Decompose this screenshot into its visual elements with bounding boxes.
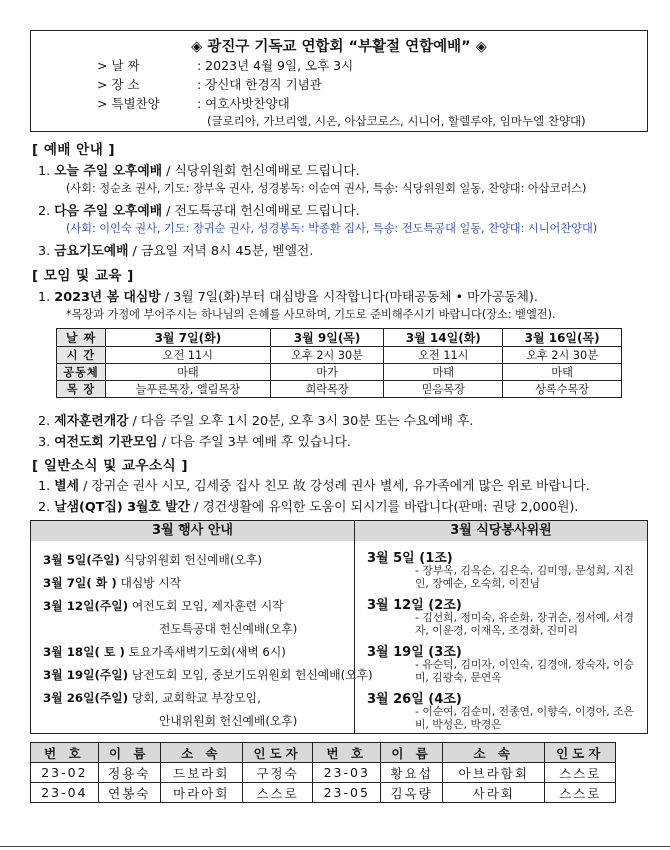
choir-value: : 여호사밧찬양대 (197, 96, 290, 111)
schedule-cell: 3월 14일(화) (384, 329, 503, 347)
schedule-row-groups (57, 381, 622, 398)
member-cell: 사라회 (443, 783, 545, 803)
duty-date: 3월 12일 (2조) (367, 598, 462, 613)
event-line: 3월 12일(주일) 여전도회 모임, 제자훈련 시작 (43, 599, 284, 613)
column-header: 인도자 (545, 743, 616, 763)
schedule-cell: 오후 2시 30분 (503, 347, 622, 364)
choir-label: > 특별찬양 (97, 96, 160, 111)
schedule-cell: 희락목장 (270, 381, 384, 398)
table-row (31, 783, 616, 803)
schedule-cell: 오후 2시 30분 (270, 347, 384, 364)
member-cell: 연봉숙 (98, 783, 160, 803)
schedule-row-label: 공동체 (57, 364, 106, 381)
schedule-row-dates (57, 329, 622, 347)
march-events-box (30, 520, 648, 734)
column-header: 번 호 (313, 743, 381, 763)
news-item-1: 1. 별세 / 장귀순 권사 시모, 김세중 집사 친모 故 강성례 권사 별세, 유가족에게 많은 위로 바랍니다. (38, 479, 590, 494)
column-header: 이 름 (98, 743, 160, 763)
member-cell: 드보라회 (160, 763, 242, 783)
place-label: > 장 소 (97, 77, 140, 92)
schedule-cell: 마태 (106, 364, 271, 381)
service-announcement-box (30, 30, 648, 132)
member-cell: 김옥량 (381, 783, 443, 803)
member-cell: 구정숙 (242, 763, 313, 783)
event-line: 3월 26일(주일) 당회, 교회학교 부장모임, (43, 691, 261, 705)
worship-item-3: 3. 금요기도예배 / 금요일 저녁 8시 45분, 벧엘전. (38, 244, 314, 259)
member-cell: 23-03 (313, 763, 381, 783)
worship-item-1-detail: (사회: 정순초 권사, 기도: 장부옥 권사, 성경봉독: 이순여 권사, 특송: 식당위원회 일동, 찬양대: 아삽코러스) (66, 182, 587, 195)
schedule-cell: 마태 (384, 364, 503, 381)
schedule-cell: 상록수목장 (503, 381, 622, 398)
member-cell: 마라아회 (160, 783, 242, 803)
schedule-row-label: 목 장 (57, 381, 106, 398)
page-title: ◈ 광진구 기독교 연합회 “부활절 연합예배” ◈ (191, 39, 487, 55)
date-value: : 2023년 4월 9일, 오후 3시 (197, 58, 354, 73)
column-header: 이 름 (381, 743, 443, 763)
member-cell: 스스로 (242, 783, 313, 803)
worship-item-2: 2. 다음 주일 오후예배 / 전도특공대 헌신예배로 드립니다. (38, 204, 360, 219)
choir-detail: (글로리아, 가브리엘, 시온, 아삽코로스, 시니어, 할렐루야, 임마누엘 찬양대) (207, 114, 586, 128)
schedule-row-communities (57, 364, 622, 381)
events-heading: 3월 행사 안내 (31, 521, 354, 541)
meetings-item-3: 3. 여전도회 기관모임 / 다음 주일 3부 예배 후 있습니다. (38, 435, 351, 450)
worship-heading: [ 예배 안내 ] (32, 142, 116, 158)
member-cell: 황요섭 (381, 763, 443, 783)
member-cell: 정용숙 (98, 763, 160, 783)
duty-date: 3월 26일 (4조) (367, 692, 462, 707)
schedule-cell: 3월 9일(목) (270, 329, 384, 347)
schedule-cell: 3월 7일(화) (106, 329, 271, 347)
member-cell: 23-05 (313, 783, 381, 803)
worship-item-1: 1. 오늘 주일 오후예배 / 식당위원회 헌신예배로 드립니다. (38, 164, 360, 179)
schedule-row-label: 시 간 (57, 347, 106, 364)
events-divider (354, 521, 355, 733)
event-line: 3월 7일( 화 ) 대심방 시작 (43, 576, 182, 590)
duty-names: - 유순덕, 김미자, 이인숙, 김경애, 장숙자, 이승미, 김광숙, 문연옥 (415, 658, 634, 684)
visitation-schedule-table (56, 328, 622, 398)
place-value: : 장신대 한경직 기념관 (197, 77, 322, 92)
news-item-2: 2. 날샘(QT집) 3월호 발간 / 경건생활에 유익한 도움이 되시기를 바랍니다(판매: 권당 2,000원). (38, 500, 579, 515)
meetings-item-1-detail: *목장과 가정에 부어주시는 하나님의 은혜를 사모하며, 기도로 준비해주시기 바랍니다(장소: 벧엘전). (66, 308, 556, 321)
column-header: 번 호 (31, 743, 99, 763)
schedule-cell: 믿음목장 (384, 381, 503, 398)
new-members-table (30, 742, 616, 803)
schedule-cell: 마태 (503, 364, 622, 381)
duty-date: 3월 19일 (3조) (367, 645, 462, 660)
schedule-cell: 늘푸른목장, 엘림목장 (106, 381, 271, 398)
schedule-row-times (57, 347, 622, 364)
table-row (31, 763, 616, 783)
event-line: 3월 5일(주일) 식당위원회 헌신예배(오후) (43, 553, 262, 567)
schedule-cell: 3월 16일(목) (503, 329, 622, 347)
schedule-cell: 오전 11시 (106, 347, 271, 364)
date-label: > 날 짜 (97, 58, 140, 73)
member-cell: 23-04 (31, 783, 99, 803)
column-header: 소 속 (160, 743, 242, 763)
column-header: 인도자 (242, 743, 313, 763)
schedule-cell: 마가 (270, 364, 384, 381)
event-line: 전도특공대 헌신예배(오후) (159, 622, 298, 636)
duty-names: - 이순여, 김순미, 전종연, 이향숙, 이경아, 조은비, 박성은, 박경은 (415, 705, 634, 731)
member-cell: 스스로 (545, 763, 616, 783)
member-cell: 아브라함회 (443, 763, 545, 783)
duty-names: - 장부옥, 김옥순, 김은숙, 김미영, 문성희, 지진인, 장예순, 오숙희, 이진님 (415, 564, 634, 590)
worship-item-2-detail: (사회: 이인숙 권사, 기도: 장귀순 권사, 성경봉독: 박종환 집사, 특송: 전도특공대 일동, 찬양대: 시니어찬양대) (66, 222, 598, 235)
meetings-item-2: 2. 제자훈련개강 / 다음 주일 오후 1시 20분, 오후 3시 30분 또는 수요예배 후. (38, 414, 474, 429)
member-cell: 스스로 (545, 783, 616, 803)
event-line: 3월 19일(주일) 남전도회 모임, 중보기도위원회 헌신예배(오후) (43, 668, 373, 682)
schedule-cell: 오전 11시 (384, 347, 503, 364)
column-header: 소 속 (443, 743, 545, 763)
schedule-row-label: 날 짜 (57, 329, 106, 347)
duty-date: 3월 5일 (1조) (367, 551, 453, 566)
event-line: 3월 18일( 토 ) 토요가족새벽기도회(새벽 6시) (43, 645, 286, 659)
members-header-row (31, 743, 616, 763)
news-heading: [ 일반소식 및 교우소식 ] (32, 458, 189, 474)
event-line: 안내위원회 헌신예배(오후) (159, 714, 298, 728)
meetings-heading: [ 모임 및 교육 ] (32, 268, 134, 284)
meetings-item-1: 1. 2023년 봄 대심방 / 3월 7일(화)부터 대심방을 시작합니다(마태공동체 • 마가공동체). (38, 290, 538, 305)
bottom-divider (0, 846, 670, 847)
duty-names: - 김선희, 정미숙, 유순화, 장귀순, 정서예, 서경자, 이운경, 이재옥, 조경화, 진미리 (415, 611, 634, 637)
member-cell: 23-02 (31, 763, 99, 783)
duty-heading: 3월 식당봉사위원 (355, 521, 647, 541)
